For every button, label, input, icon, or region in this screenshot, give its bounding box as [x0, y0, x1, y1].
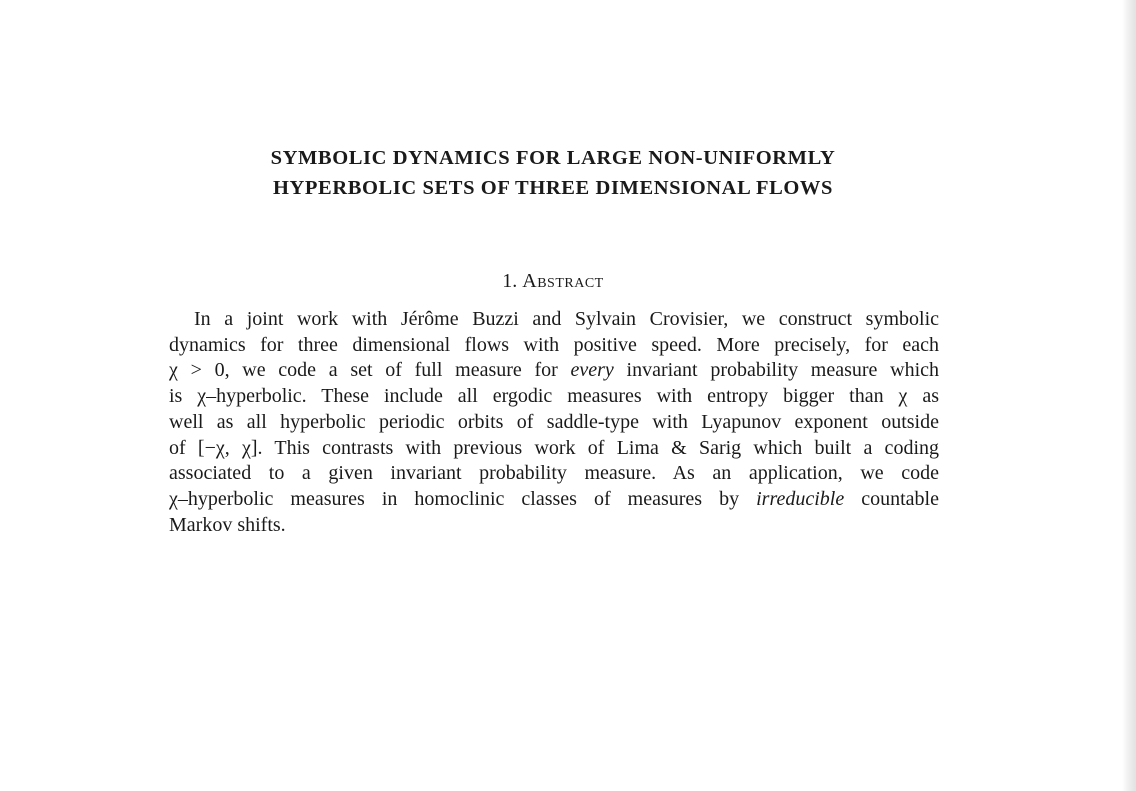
abstract-text: of [−χ, χ]. This contrasts with previous work of Lima & Sarig which built a coding	[169, 436, 939, 459]
abstract-text: is χ–hyperbolic. These include all ergodic measures with entropy bigger than χ as	[169, 385, 939, 408]
abstract-text: χ > 0, we code a set of full measure for	[169, 359, 571, 382]
abstract-line-4	[169, 384, 939, 410]
abstract-text: invariant probability measure which	[613, 359, 940, 382]
emphasis-irreducible: irreducible	[756, 487, 845, 510]
abstract-line-3	[169, 358, 939, 384]
abstract-line-7	[169, 461, 939, 487]
abstract-line-2	[169, 333, 939, 359]
section-title: Abstract	[522, 270, 604, 292]
abstract-line-5	[169, 410, 939, 436]
section-heading-abstract	[170, 268, 936, 294]
abstract-line-1	[169, 307, 939, 333]
abstract-paragraph	[169, 307, 939, 538]
abstract-text: countable	[844, 487, 939, 510]
abstract-text: associated to a given invariant probability measure. As an application, we code	[169, 462, 939, 485]
abstract-text: χ–hyperbolic measures in homoclinic classes of measures by	[169, 487, 757, 510]
abstract-text: dynamics for three dimensional flows with positive speed. More precisely, for each	[169, 333, 939, 356]
abstract-line-6	[169, 436, 939, 462]
paper-title-line-1: SYMBOLIC DYNAMICS FOR LARGE NON-UNIFORMLY	[270, 147, 836, 169]
abstract-line-8	[169, 487, 939, 513]
abstract-text: Markov shifts.	[169, 513, 286, 536]
paper-title-line-2: HYPERBOLIC SETS OF THREE DIMENSIONAL FLOWS	[272, 177, 834, 199]
section-number: 1.	[502, 270, 518, 292]
viewer-scroll-edge	[1122, 0, 1136, 791]
emphasis-every: every	[570, 359, 614, 382]
abstract-text: In a joint work with Jérôme Buzzi and Sylvain Crovisier, we construct symbolic	[194, 308, 939, 330]
abstract-line-9	[169, 513, 939, 539]
abstract-text: well as all hyperbolic periodic orbits of saddle-type with Lyapunov exponent outside	[169, 410, 939, 433]
paper-title	[170, 143, 936, 203]
